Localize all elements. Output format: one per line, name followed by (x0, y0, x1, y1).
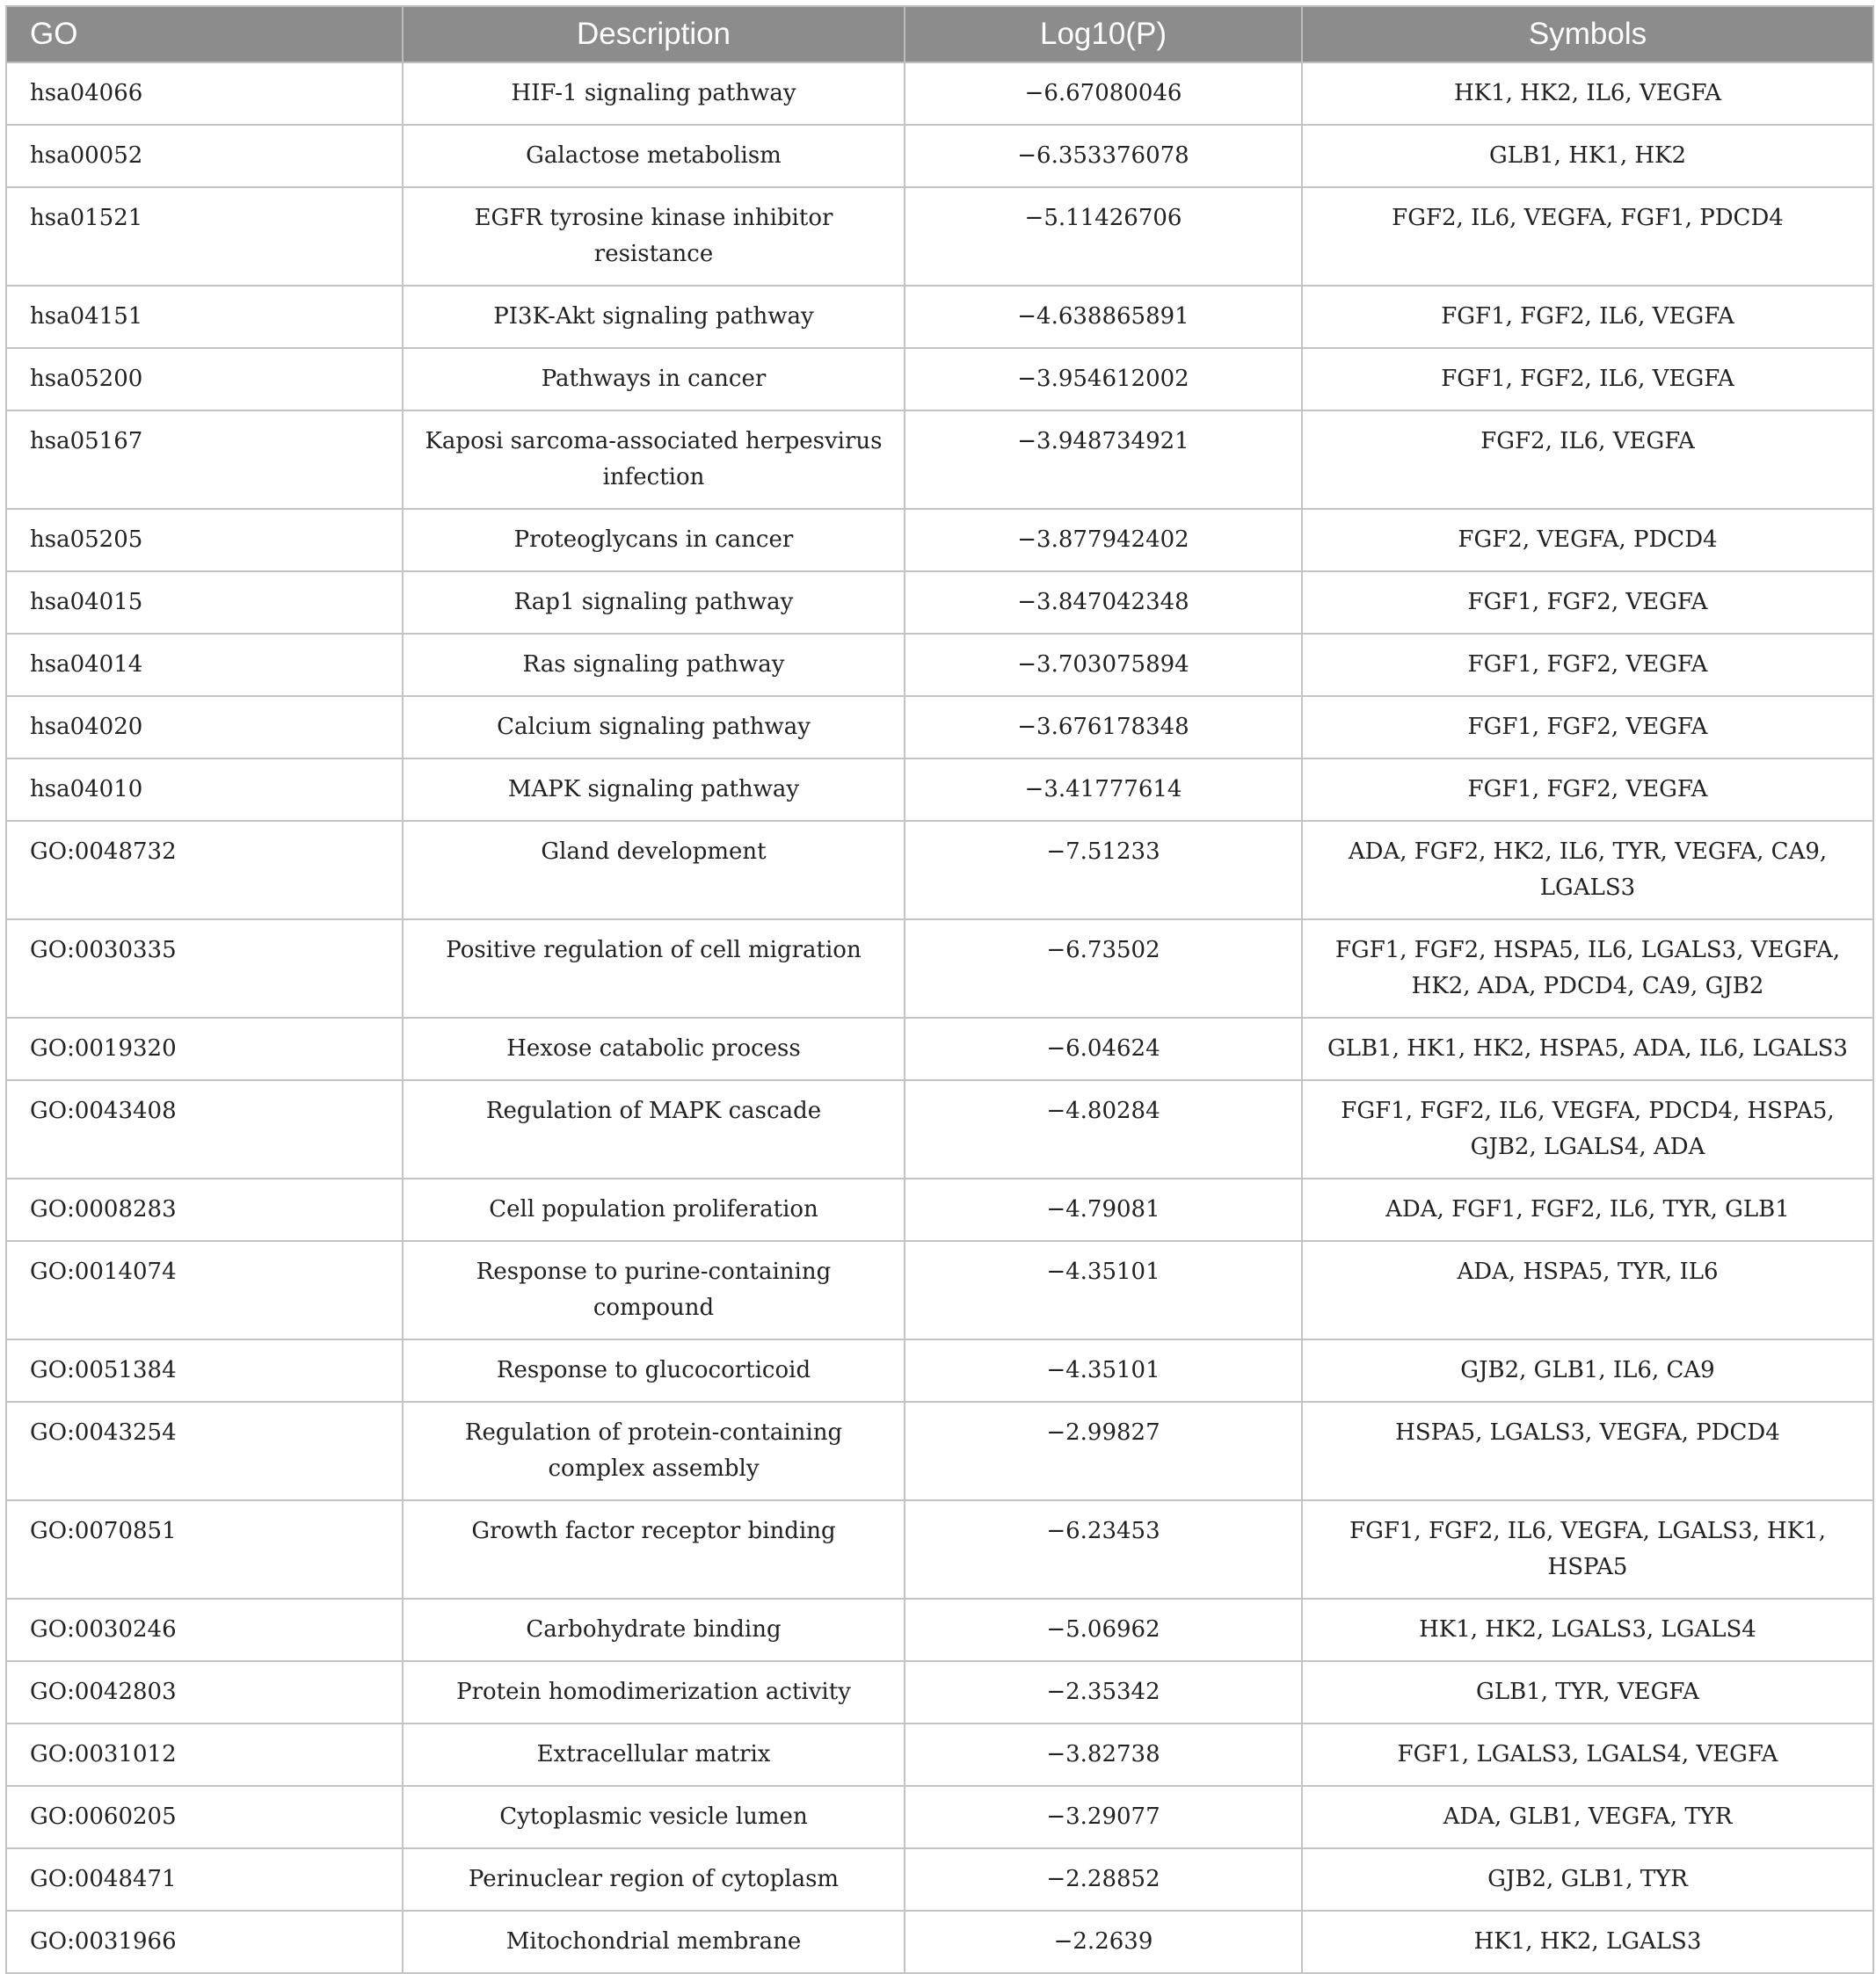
cell-description: Hexose catabolic process (403, 1018, 905, 1080)
cell-go-id: hsa05167 (6, 410, 403, 509)
table-row (6, 125, 1873, 187)
cell-log10p: −3.41777614 (905, 758, 1302, 821)
cell-symbols: HK1, HK2, IL6, VEGFA (1302, 62, 1873, 125)
cell-description: Regulation of protein-containing complex assembly (403, 1402, 905, 1500)
cell-go-id: hsa04020 (6, 696, 403, 758)
cell-log10p: −3.954612002 (905, 348, 1302, 410)
cell-symbols: FGF2, VEGFA, PDCD4 (1302, 509, 1873, 571)
cell-symbols: HSPA5, LGALS3, VEGFA, PDCD4 (1302, 1402, 1873, 1500)
cell-go-id: GO:0048471 (6, 1848, 403, 1911)
cell-symbols: FGF1, FGF2, VEGFA (1302, 696, 1873, 758)
table-row (6, 634, 1873, 696)
cell-symbols: FGF1, FGF2, VEGFA (1302, 571, 1873, 634)
cell-symbols: ADA, FGF1, FGF2, IL6, TYR, GLB1 (1302, 1179, 1873, 1241)
cell-description: Calcium signaling pathway (403, 696, 905, 758)
cell-symbols: GJB2, GLB1, TYR (1302, 1848, 1873, 1911)
cell-description: PI3K-Akt signaling pathway (403, 286, 905, 348)
cell-log10p: −6.23453 (905, 1500, 1302, 1599)
cell-go-id: GO:0060205 (6, 1786, 403, 1848)
cell-symbols: ADA, FGF2, HK2, IL6, TYR, VEGFA, CA9, LGALS3 (1302, 821, 1873, 919)
cell-symbols: HK1, HK2, LGALS3 (1302, 1911, 1873, 1973)
cell-description: Kaposi sarcoma-associated herpesvirus infection (403, 410, 905, 509)
cell-description: Response to purine-containing compound (403, 1241, 905, 1339)
cell-go-id: hsa04010 (6, 758, 403, 821)
cell-log10p: −4.79081 (905, 1179, 1302, 1241)
cell-log10p: −4.80284 (905, 1080, 1302, 1179)
cell-log10p: −6.353376078 (905, 125, 1302, 187)
cell-log10p: −3.703075894 (905, 634, 1302, 696)
cell-symbols: FGF1, FGF2, VEGFA (1302, 634, 1873, 696)
cell-symbols: FGF1, FGF2, HSPA5, IL6, LGALS3, VEGFA, HK2, ADA, PDCD4, CA9, GJB2 (1302, 919, 1873, 1018)
cell-description: Gland development (403, 821, 905, 919)
cell-symbols: HK1, HK2, LGALS3, LGALS4 (1302, 1599, 1873, 1661)
cell-go-id: GO:0030246 (6, 1599, 403, 1661)
cell-symbols: GLB1, TYR, VEGFA (1302, 1661, 1873, 1724)
table-row (6, 1661, 1873, 1724)
table-row (6, 758, 1873, 821)
cell-log10p: −2.35342 (905, 1661, 1302, 1724)
cell-description: Response to glucocorticoid (403, 1339, 905, 1402)
cell-symbols: FGF2, IL6, VEGFA (1302, 410, 1873, 509)
cell-go-id: GO:0031012 (6, 1724, 403, 1786)
table-row (6, 348, 1873, 410)
enrichment-table-container (5, 5, 1872, 1974)
table-row (6, 62, 1873, 125)
cell-symbols: GLB1, HK1, HK2 (1302, 125, 1873, 187)
cell-symbols: ADA, HSPA5, TYR, IL6 (1302, 1241, 1873, 1339)
cell-description: Galactose metabolism (403, 125, 905, 187)
cell-description: Pathways in cancer (403, 348, 905, 410)
cell-symbols: FGF2, IL6, VEGFA, FGF1, PDCD4 (1302, 187, 1873, 286)
cell-log10p: −6.73502 (905, 919, 1302, 1018)
header-log10p: Log10(P) (905, 6, 1302, 62)
cell-go-id: GO:0031966 (6, 1911, 403, 1973)
cell-go-id: hsa04066 (6, 62, 403, 125)
cell-description: Cytoplasmic vesicle lumen (403, 1786, 905, 1848)
table-row (6, 1241, 1873, 1339)
cell-log10p: −5.06962 (905, 1599, 1302, 1661)
cell-log10p: −3.948734921 (905, 410, 1302, 509)
cell-go-id: GO:0070851 (6, 1500, 403, 1599)
header-symbols: Symbols (1302, 6, 1873, 62)
cell-log10p: −3.676178348 (905, 696, 1302, 758)
cell-symbols: GLB1, HK1, HK2, HSPA5, ADA, IL6, LGALS3 (1302, 1018, 1873, 1080)
cell-go-id: GO:0042803 (6, 1661, 403, 1724)
header-go: GO (6, 6, 403, 62)
cell-symbols: FGF1, FGF2, VEGFA (1302, 758, 1873, 821)
cell-description: Extracellular matrix (403, 1724, 905, 1786)
cell-go-id: GO:0043408 (6, 1080, 403, 1179)
table-row (6, 1786, 1873, 1848)
cell-go-id: hsa04151 (6, 286, 403, 348)
cell-go-id: GO:0019320 (6, 1018, 403, 1080)
table-row (6, 1724, 1873, 1786)
table-row (6, 1848, 1873, 1911)
cell-go-id: GO:0030335 (6, 919, 403, 1018)
table-row (6, 696, 1873, 758)
cell-symbols: FGF1, LGALS3, LGALS4, VEGFA (1302, 1724, 1873, 1786)
cell-go-id: GO:0051384 (6, 1339, 403, 1402)
table-row (6, 1018, 1873, 1080)
cell-log10p: −4.35101 (905, 1339, 1302, 1402)
cell-description: EGFR tyrosine kinase inhibitor resistance (403, 187, 905, 286)
cell-log10p: −3.29077 (905, 1786, 1302, 1848)
cell-go-id: hsa05205 (6, 509, 403, 571)
cell-log10p: −7.51233 (905, 821, 1302, 919)
cell-go-id: hsa00052 (6, 125, 403, 187)
cell-log10p: −3.877942402 (905, 509, 1302, 571)
cell-symbols: FGF1, FGF2, IL6, VEGFA (1302, 286, 1873, 348)
cell-go-id: GO:0043254 (6, 1402, 403, 1500)
table-row (6, 571, 1873, 634)
table-row (6, 1402, 1873, 1500)
cell-description: Protein homodimerization activity (403, 1661, 905, 1724)
cell-symbols: FGF1, FGF2, IL6, VEGFA (1302, 348, 1873, 410)
table-row (6, 509, 1873, 571)
cell-description: Rap1 signaling pathway (403, 571, 905, 634)
table-row (6, 410, 1873, 509)
cell-log10p: −6.04624 (905, 1018, 1302, 1080)
cell-description: MAPK signaling pathway (403, 758, 905, 821)
cell-description: Proteoglycans in cancer (403, 509, 905, 571)
cell-description: Positive regulation of cell migration (403, 919, 905, 1018)
enrichment-table (5, 5, 1874, 1974)
table-row (6, 1500, 1873, 1599)
cell-symbols: FGF1, FGF2, IL6, VEGFA, PDCD4, HSPA5, GJB2, LGALS4, ADA (1302, 1080, 1873, 1179)
table-row (6, 286, 1873, 348)
cell-go-id: hsa05200 (6, 348, 403, 410)
cell-log10p: −3.847042348 (905, 571, 1302, 634)
cell-log10p: −2.28852 (905, 1848, 1302, 1911)
cell-description: Regulation of MAPK cascade (403, 1080, 905, 1179)
header-row (6, 6, 1873, 62)
cell-log10p: −2.99827 (905, 1402, 1302, 1500)
cell-log10p: −4.638865891 (905, 286, 1302, 348)
table-row (6, 1179, 1873, 1241)
cell-go-id: GO:0014074 (6, 1241, 403, 1339)
cell-description: Perinuclear region of cytoplasm (403, 1848, 905, 1911)
cell-go-id: hsa01521 (6, 187, 403, 286)
table-row (6, 187, 1873, 286)
cell-go-id: GO:0048732 (6, 821, 403, 919)
cell-description: Ras signaling pathway (403, 634, 905, 696)
cell-symbols: FGF1, FGF2, IL6, VEGFA, LGALS3, HK1, HSPA5 (1302, 1500, 1873, 1599)
cell-log10p: −4.35101 (905, 1241, 1302, 1339)
cell-log10p: −3.82738 (905, 1724, 1302, 1786)
cell-go-id: GO:0008283 (6, 1179, 403, 1241)
cell-go-id: hsa04015 (6, 571, 403, 634)
table-row (6, 1339, 1873, 1402)
table-body (6, 62, 1873, 1973)
cell-description: Growth factor receptor binding (403, 1500, 905, 1599)
table-row (6, 1599, 1873, 1661)
cell-symbols: ADA, GLB1, VEGFA, TYR (1302, 1786, 1873, 1848)
cell-go-id: hsa04014 (6, 634, 403, 696)
cell-log10p: −2.2639 (905, 1911, 1302, 1973)
cell-description: HIF-1 signaling pathway (403, 62, 905, 125)
cell-log10p: −5.11426706 (905, 187, 1302, 286)
header-description: Description (403, 6, 905, 62)
cell-log10p: −6.67080046 (905, 62, 1302, 125)
table-row (6, 919, 1873, 1018)
cell-description: Cell population proliferation (403, 1179, 905, 1241)
table-row (6, 1911, 1873, 1973)
cell-description: Carbohydrate binding (403, 1599, 905, 1661)
table-header (6, 6, 1873, 62)
cell-description: Mitochondrial membrane (403, 1911, 905, 1973)
cell-symbols: GJB2, GLB1, IL6, CA9 (1302, 1339, 1873, 1402)
table-row (6, 821, 1873, 919)
table-row (6, 1080, 1873, 1179)
